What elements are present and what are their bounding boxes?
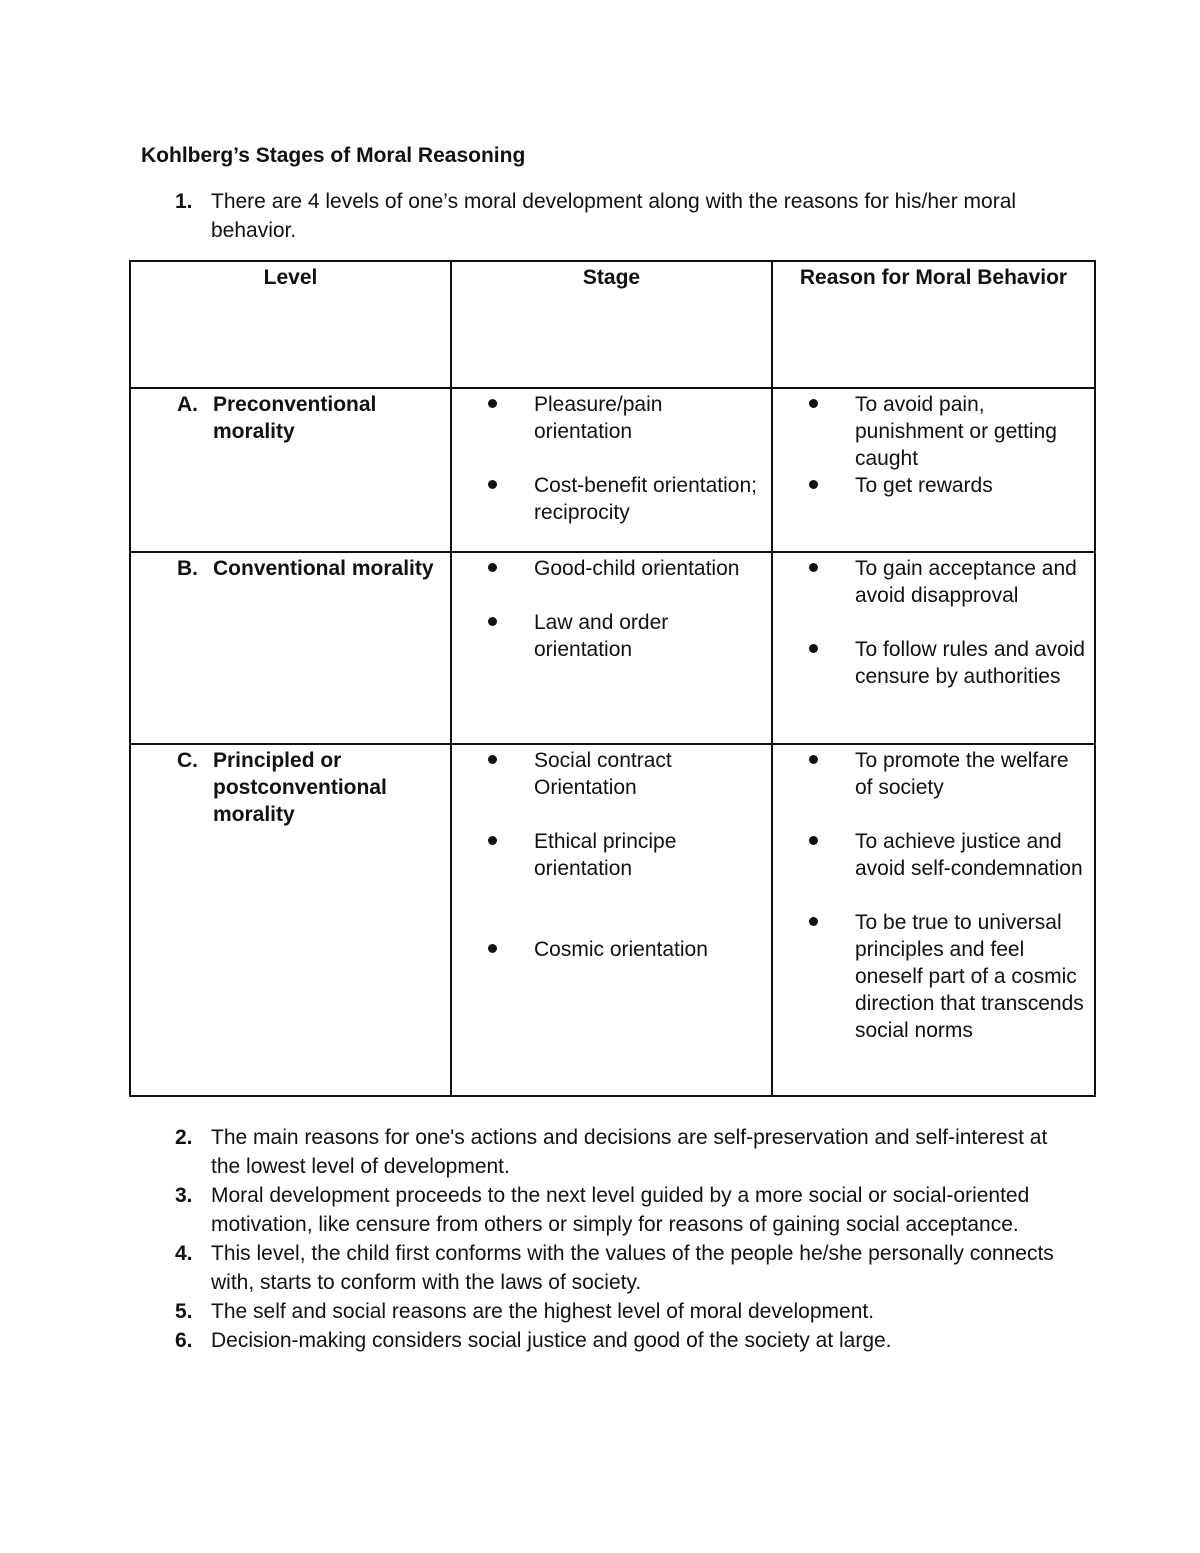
list-item-text: The main reasons for one's actions and decisions are self-preservation and self-interest at the lowest level of development. <box>211 1126 1048 1178</box>
reason-item: To be true to universal principles and feel oneself part of a cosmic direction that transcends social norms <box>773 909 1094 1044</box>
table-header-row <box>130 261 1095 388</box>
level-cell <box>130 388 451 552</box>
list-item-text: The self and social reasons are the highest level of moral development. <box>211 1300 875 1323</box>
reason-cell <box>772 388 1095 552</box>
list-item-number: 3. <box>175 1184 193 1207</box>
header-stage: Stage <box>451 261 772 388</box>
list-item-text: Moral development proceeds to the next level guided by a more social or social-oriented motivation, like censure from others or simply for reasons of gaining social acceptance. <box>211 1184 1030 1236</box>
list-item-text: There are 4 levels of one’s moral development along with the reasons for his/her moral behavior. <box>211 190 1017 242</box>
level-name: Principled or postconventional morality <box>213 749 387 826</box>
bullet-icon <box>488 944 497 953</box>
reason-item: To achieve justice and avoid self-condemnation <box>773 828 1094 882</box>
list-item-number: 6. <box>175 1329 193 1352</box>
bullet-icon <box>809 755 818 764</box>
bullet-icon <box>488 755 497 764</box>
reason-item: To avoid pain, punishment or getting caught <box>773 391 1094 472</box>
list-item-4 <box>141 1239 1071 1297</box>
bullet-icon <box>488 563 497 572</box>
list-item-3 <box>141 1181 1071 1239</box>
stage-cell <box>451 552 772 744</box>
reason-item: To get rewards <box>773 472 1094 499</box>
header-reason: Reason for Moral Behavior <box>772 261 1095 388</box>
bullet-icon <box>809 563 818 572</box>
bullet-icon <box>809 480 818 489</box>
reason-cell <box>772 552 1095 744</box>
bullet-icon <box>488 480 497 489</box>
level-letter: A. <box>177 393 198 416</box>
list-item-number: 2. <box>175 1126 193 1149</box>
reason-item: To promote the welfare of society <box>773 747 1094 801</box>
list-item-number: 1. <box>175 190 193 213</box>
list-item-text: Decision-making considers social justice and good of the society at large. <box>211 1329 892 1352</box>
list-item-5 <box>141 1297 1071 1326</box>
reason-item: To follow rules and avoid censure by authorities <box>773 636 1094 690</box>
reason-item: To gain acceptance and avoid disapproval <box>773 555 1094 609</box>
stage-item: Ethical principe orientation <box>452 828 771 882</box>
bullet-icon <box>488 617 497 626</box>
table-row <box>130 552 1095 744</box>
header-level: Level <box>130 261 451 388</box>
table-row <box>130 388 1095 552</box>
bullet-icon <box>488 399 497 408</box>
list-item-1 <box>141 187 1071 245</box>
stage-item: Good-child orientation <box>452 555 771 582</box>
page-title: Kohlberg’s Stages of Moral Reasoning <box>141 144 526 167</box>
list-item-2 <box>141 1123 1071 1181</box>
stage-item: Law and order orientation <box>452 609 771 663</box>
reason-cell <box>772 744 1095 1096</box>
stage-cell <box>451 744 772 1096</box>
bullet-icon <box>488 836 497 845</box>
level-letter: C. <box>177 749 198 772</box>
level-name: Conventional morality <box>213 557 434 580</box>
level-name: Preconventional morality <box>213 393 377 443</box>
bullet-icon <box>809 917 818 926</box>
list-item-6 <box>141 1326 1071 1355</box>
stage-item: Cosmic orientation <box>452 936 771 963</box>
list-item-number: 5. <box>175 1300 193 1323</box>
level-letter: B. <box>177 557 198 580</box>
numbered-list <box>141 1123 1071 1355</box>
stage-cell <box>451 388 772 552</box>
list-item-number: 4. <box>175 1242 193 1265</box>
table-row <box>130 744 1095 1096</box>
moral-stages-table <box>129 260 1096 1097</box>
list-item-text: This level, the child first conforms with the values of the people he/she personally connects with, starts to conform with the laws of society. <box>211 1242 1054 1294</box>
stage-item: Cost-benefit orientation; reciprocity <box>452 472 771 526</box>
bullet-icon <box>809 644 818 653</box>
stage-item: Social contract Orientation <box>452 747 771 801</box>
stage-item: Pleasure/pain orientation <box>452 391 771 445</box>
bullet-icon <box>809 836 818 845</box>
bullet-icon <box>809 399 818 408</box>
level-cell <box>130 552 451 744</box>
level-cell <box>130 744 451 1096</box>
